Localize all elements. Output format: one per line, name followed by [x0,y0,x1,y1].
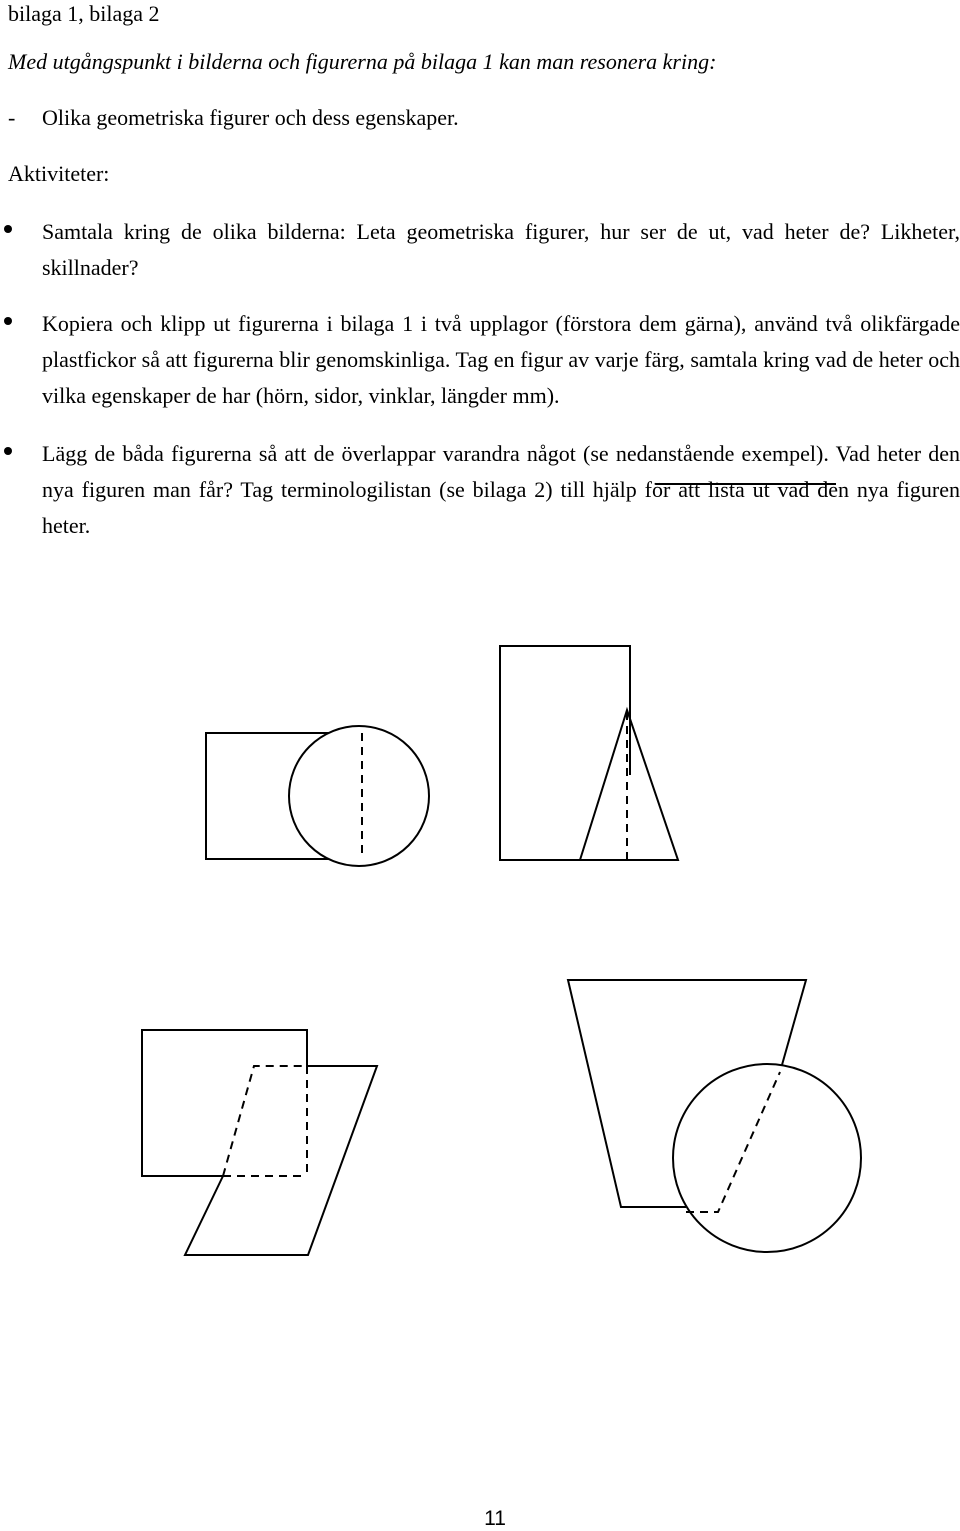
parallelogram-shape [185,1066,377,1255]
figure-rectangle-triangle [500,646,678,860]
figure-rectangle-circle [206,726,429,866]
square-shape [142,1030,307,1176]
activities-heading: Aktiviteter: [8,161,110,186]
large-circle-shape [673,1064,861,1252]
activity-item-1: Samtala kring de olika bilderna: Leta geometriska figurer, hur ser de ut, vad heter de? Likheter, skillnader? [42,219,960,280]
page-number: 11 [484,1507,506,1530]
topic-text: Olika geometriska figurer och dess egenskaper. [42,105,459,130]
figure-square-parallelogram [142,1030,377,1255]
activity-item-2: Kopiera och klipp ut figurerna i bilaga 1 i två upplagor (förstora dem gärna), använd två olikfärgade plastfickor så att figurerna blir genomskinliga. Tag en figur av varje färg, samtala kring vad de heter och vilka egenskaper de har (hörn, sidor, vinklar, längder mm). [42,311,960,408]
dash-marker: - [8,105,16,130]
activity-item-3: Lägg de båda figurerna så att de överlappar varandra något (se nedanstående exempel). Vad heter den nya figuren man får? Tag terminologilistan (se bilaga 2) till hjälp för att lista ut vad den nya figuren heter. [42,441,960,538]
intro-text: Med utgångspunkt i bilderna och figurerna på bilaga 1 kan man resonera kring: [8,49,717,74]
page-header: bilaga 1, bilaga 2 [8,1,160,26]
figure-trapezoid-circle [568,980,861,1252]
tall-rectangle-shape [500,646,630,860]
circle-shape [289,726,429,866]
dashed-overlap [223,1066,307,1176]
